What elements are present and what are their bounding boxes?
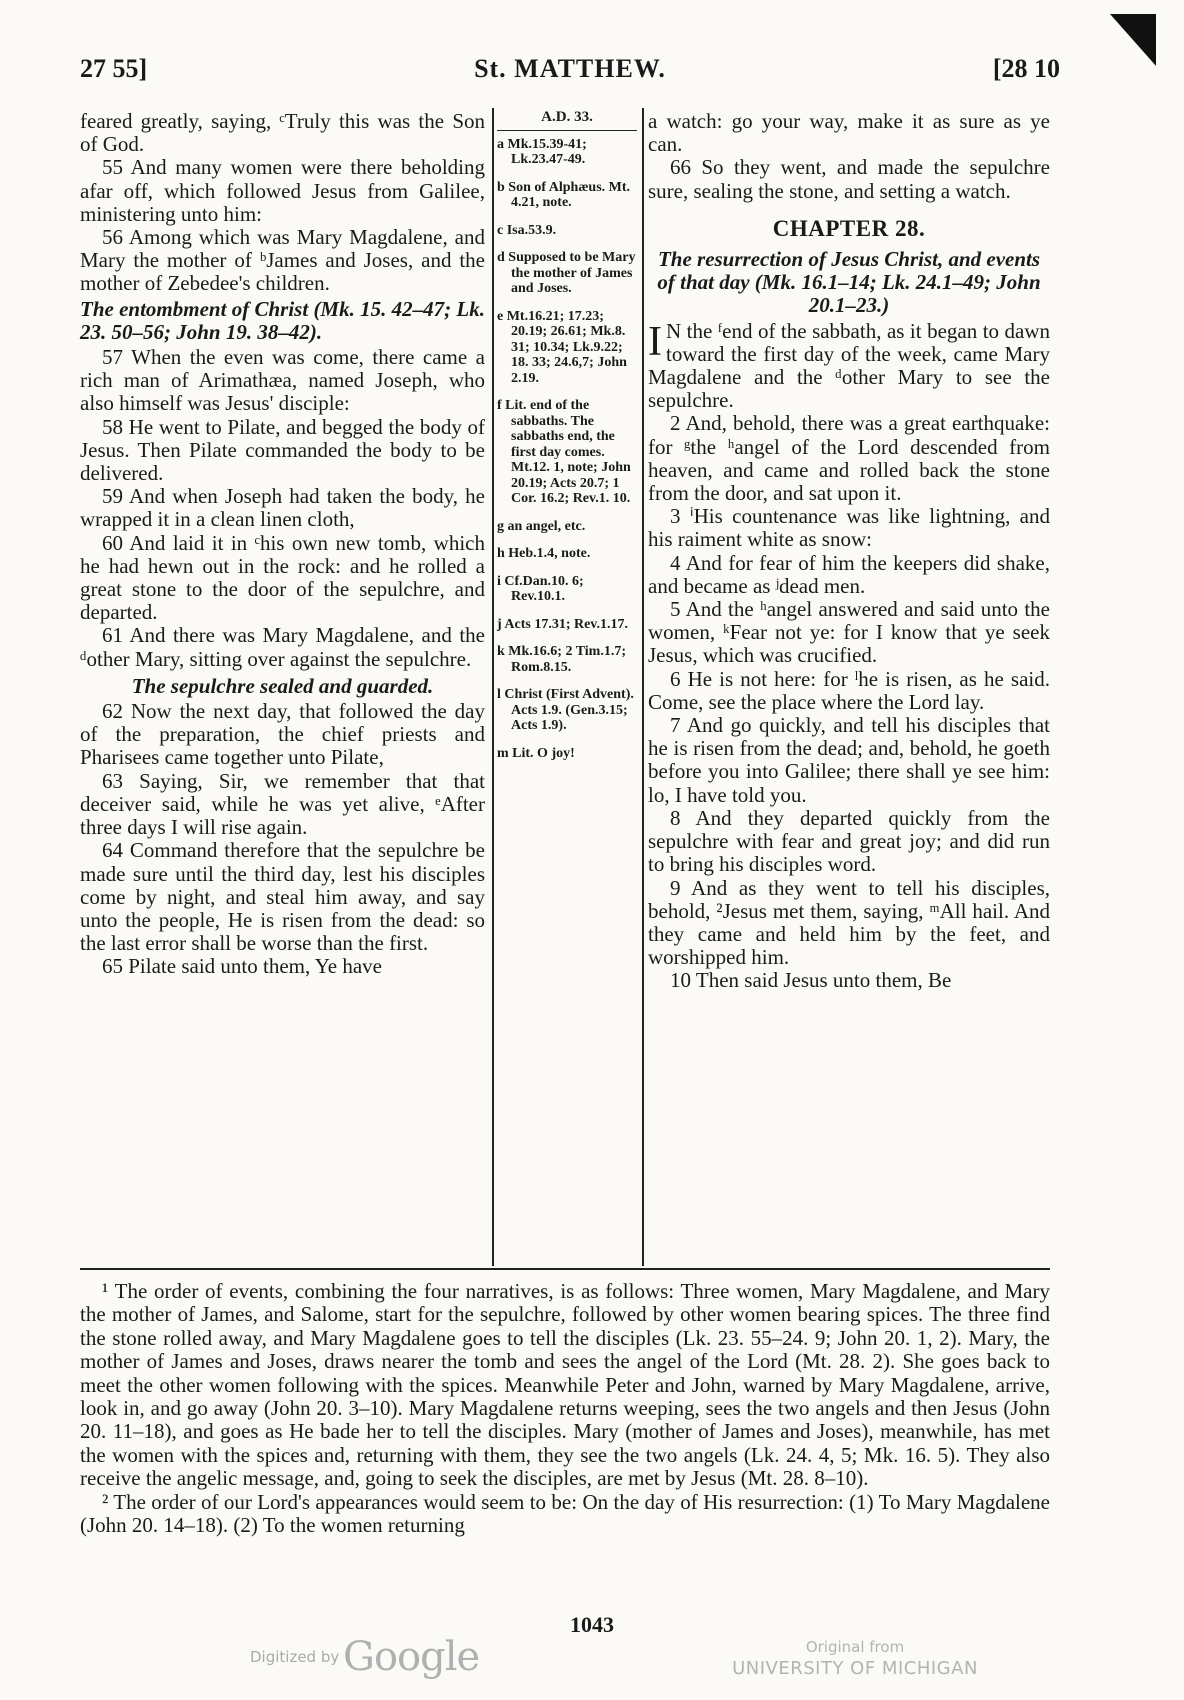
original-from-label: Original from [805, 1638, 905, 1656]
verse-paragraph: 65 Pilate said unto them, Ye have [102, 954, 382, 979]
right-text-column [648, 110, 1050, 993]
marginal-reference: c Isa.53.9. [497, 222, 557, 238]
page-corner-mark [1110, 14, 1156, 66]
marginal-reference: i Cf.Dan.10. 6; Rev.10.1. [497, 573, 584, 604]
original-from-watermark [725, 1636, 985, 1680]
anno-domini-date: A.D. 33. [497, 110, 637, 131]
verse-paragraph [648, 320, 1050, 413]
marginal-reference: l Christ (First Advent). Acts 1.9. (Gen.3.15; Acts 1.9). [497, 687, 634, 733]
footnotes [80, 1280, 1050, 1537]
digitized-by-label: Digitized by [250, 1648, 340, 1666]
verse-paragraph: feared greatly, saying, ᶜTruly this was the Son of God. [80, 109, 485, 157]
column-divider-right [642, 108, 644, 1266]
book-title: St. MATTHEW. [474, 54, 666, 83]
verse-paragraph: 63 Saying, Sir, we remember that that deceiver said, while he was yet alive, ᵉAfter three days I will rise again. [80, 768, 485, 840]
verse-paragraph: a watch: go your way, make it as sure as ye can. [648, 109, 1050, 157]
university-label: UNIVERSITY OF MICHIGAN [732, 1658, 978, 1679]
verse-paragraph: 8 And they departed quickly from the sepulchre with fear and great joy; and did run to bring his disciples word. [648, 805, 1050, 877]
verse-paragraph: 64 Command therefore that the sepulchre be made sure until the third day, lest his disciples come by night, and steal him away, and say unto the people, He is risen from the dead: so the last error shall be worse than the first. [80, 838, 485, 956]
verse-paragraph: 56 Among which was Mary Magdalene, and Mary the mother of ᵇJames and Joses, and the mother of Zebedee's children. [80, 225, 485, 296]
verse-paragraph: 5 And the ʰangel answered and said unto the women, ᵏFear not ye: for I know that ye seek Jesus, which was crucified. [648, 597, 1050, 668]
footnote-rule [80, 1268, 1050, 1270]
verse-paragraph: 7 And go quickly, and tell his disciples that he is risen from the dead; and, behold, he goeth before you into Galilee; there shall ye see him: lo, I have told you. [648, 713, 1050, 807]
marginal-reference: b Son of Alphæus. Mt. 4.21, note. [497, 179, 631, 210]
verse-paragraph: 10 Then said Jesus unto them, Be [670, 968, 952, 993]
header-left-ref: 27 55] [80, 54, 148, 83]
header-right-ref: [28 10 [992, 54, 1060, 83]
verse-paragraph: 55 And many women were there beholding afar off, which followed Jesus from Galilee, ministering unto him: [80, 155, 485, 226]
chapter-heading: CHAPTER 28. [772, 215, 926, 241]
footnote: ² The order of our Lord's appearances would seem to be: On the day of His resurrection: (1) To Mary Magdalene (John 20. 14–18). (2) To the women returning [80, 1489, 1050, 1538]
marginal-reference: k Mk.16.6; 2 Tim.1.7; Rom.8.15. [497, 644, 626, 675]
verse-paragraph: 60 And laid it in ᶜhis own new tomb, which he had hewn out in the rock: and he rolled a great stone to the door of the sepulchre, and departed. [80, 530, 485, 625]
verse-paragraph: 4 And for fear of him the keepers did shake, and became as ʲdead men. [648, 550, 1050, 598]
marginal-reference: m Lit. O joy! [497, 745, 575, 761]
verse-paragraph: 2 And, behold, there was a great earthquake: for ᵍthe ʰangel of the Lord descended from heaven, and came and rolled back the stone from the door, and sat upon it. [648, 411, 1050, 506]
section-heading: The sepulchre sealed and guarded. [131, 673, 434, 698]
verse-paragraph: 66 So they went, and made the sepulchre sure, sealing the stone, and setting a watch. [648, 155, 1050, 203]
verse-paragraph: 61 And there was Mary Magdalene, and the ᵈother Mary, sitting over against the sepulchre. [80, 623, 485, 671]
verse-paragraph: 62 Now the next day, that followed the day of the preparation, the chief priests and Pharisees came together unto Pilate, [80, 699, 485, 770]
marginal-reference: a Mk.15.39-41; Lk.23.47-49. [497, 136, 587, 167]
verse-paragraph: 3 ⁱHis countenance was like lightning, and his raiment white as snow: [648, 504, 1050, 552]
page-number: 1043 [570, 1612, 614, 1637]
marginal-reference: j Acts 17.31; Rev.1.17. [497, 616, 629, 632]
verse-paragraph: 57 When the even was come, there came a rich man of Arimathæa, named Joseph, who also himself was Jesus' disciple: [80, 345, 485, 416]
center-reference-column [497, 110, 637, 773]
marginal-reference: e Mt.16.21; 17.23; 20.19; 26.61; Mk.8. 31; 10.34; Lk.9.22; 18. 33; 24.6,7; John 2.19. [497, 308, 627, 386]
column-divider-left [492, 108, 494, 1266]
marginal-reference: f Lit. end of the sabbaths. The sabbaths end, the first day comes. Mt.12. 1, note; John 20.19; Acts 20.7; 1 Cor. 16.2; Rev.1. 10. [497, 398, 631, 506]
footnote: ¹ The order of events, combining the four narratives, is as follows: Three women, Mary Magdalene, and Mary the mother of James, and Salome, start for the sepulchre, followed by other women bearing spices. The three find the stone rolled away, and Mary Magdalene goes to tell the disciples (Lk. 23. 55–24. 9; John 20. 1, 2). Mary, the mother of James and Joses, draws nearer the tomb and sees the angel of the Lord (Mt. 28. 2). She goes back to meet the other women following with the spices. Meanwhile Peter and John, warned by Mary Magdalene, arrive, look in, and go away (John 20. 3–10). Mary Magdalene returns weeping, sees the two angels and then Jesus (John 20. 11–18), and goes as He bade her to tell the disciples. Mary (mother of James and Joses), meanwhile, has met the women with the spices and, returning with them, they see the two angels (Lk. 24. 4, 5; Mk. 16. 5). They also receive the angelic message, and, going to seek the disciples, are met by Jesus (Mt. 28. 8–10). [80, 1279, 1050, 1491]
verse-paragraph: 58 He went to Pilate, and begged the body of Jesus. Then Pilate commanded the body to be delivered. [80, 414, 485, 486]
section-heading: The resurrection of Jesus Christ, and events of that day (Mk. 16.1–14; Lk. 24.1–49; John 20.1–23.) [657, 247, 1041, 318]
section-heading: The entombment of Christ (Mk. 15. 42–47; Lk. 23. 50–56; John 19. 38–42). [80, 296, 485, 344]
verse-paragraph: 59 And when Joseph had taken the body, he wrapped it in a clean linen cloth, [80, 484, 485, 532]
google-logo: Google [343, 1634, 480, 1680]
verse-paragraph: 6 He is not here: for ˡhe is risen, as he said. Come, see the place where the Lord lay. [648, 666, 1050, 714]
marginal-reference: d Supposed to be Mary the mother of James and Joses. [497, 250, 636, 296]
marginal-reference: g an angel, etc. [497, 518, 586, 534]
verse-paragraph: 9 And as they went to tell his disciples, behold, ²Jesus met them, saying, ᵐAll hail. And they came and held him by the feet, and worshipped him. [648, 875, 1050, 970]
left-text-column [80, 110, 485, 979]
verse-text: N the ᶠend of the sabbath, as it began to dawn toward the first day of the week, came Mary Magdalene and the ᵈother Mary to see the sepulchre. [648, 318, 1050, 413]
marginal-reference: h Heb.1.4, note. [497, 546, 591, 561]
running-header [80, 54, 1060, 94]
drop-cap: I [648, 318, 662, 365]
